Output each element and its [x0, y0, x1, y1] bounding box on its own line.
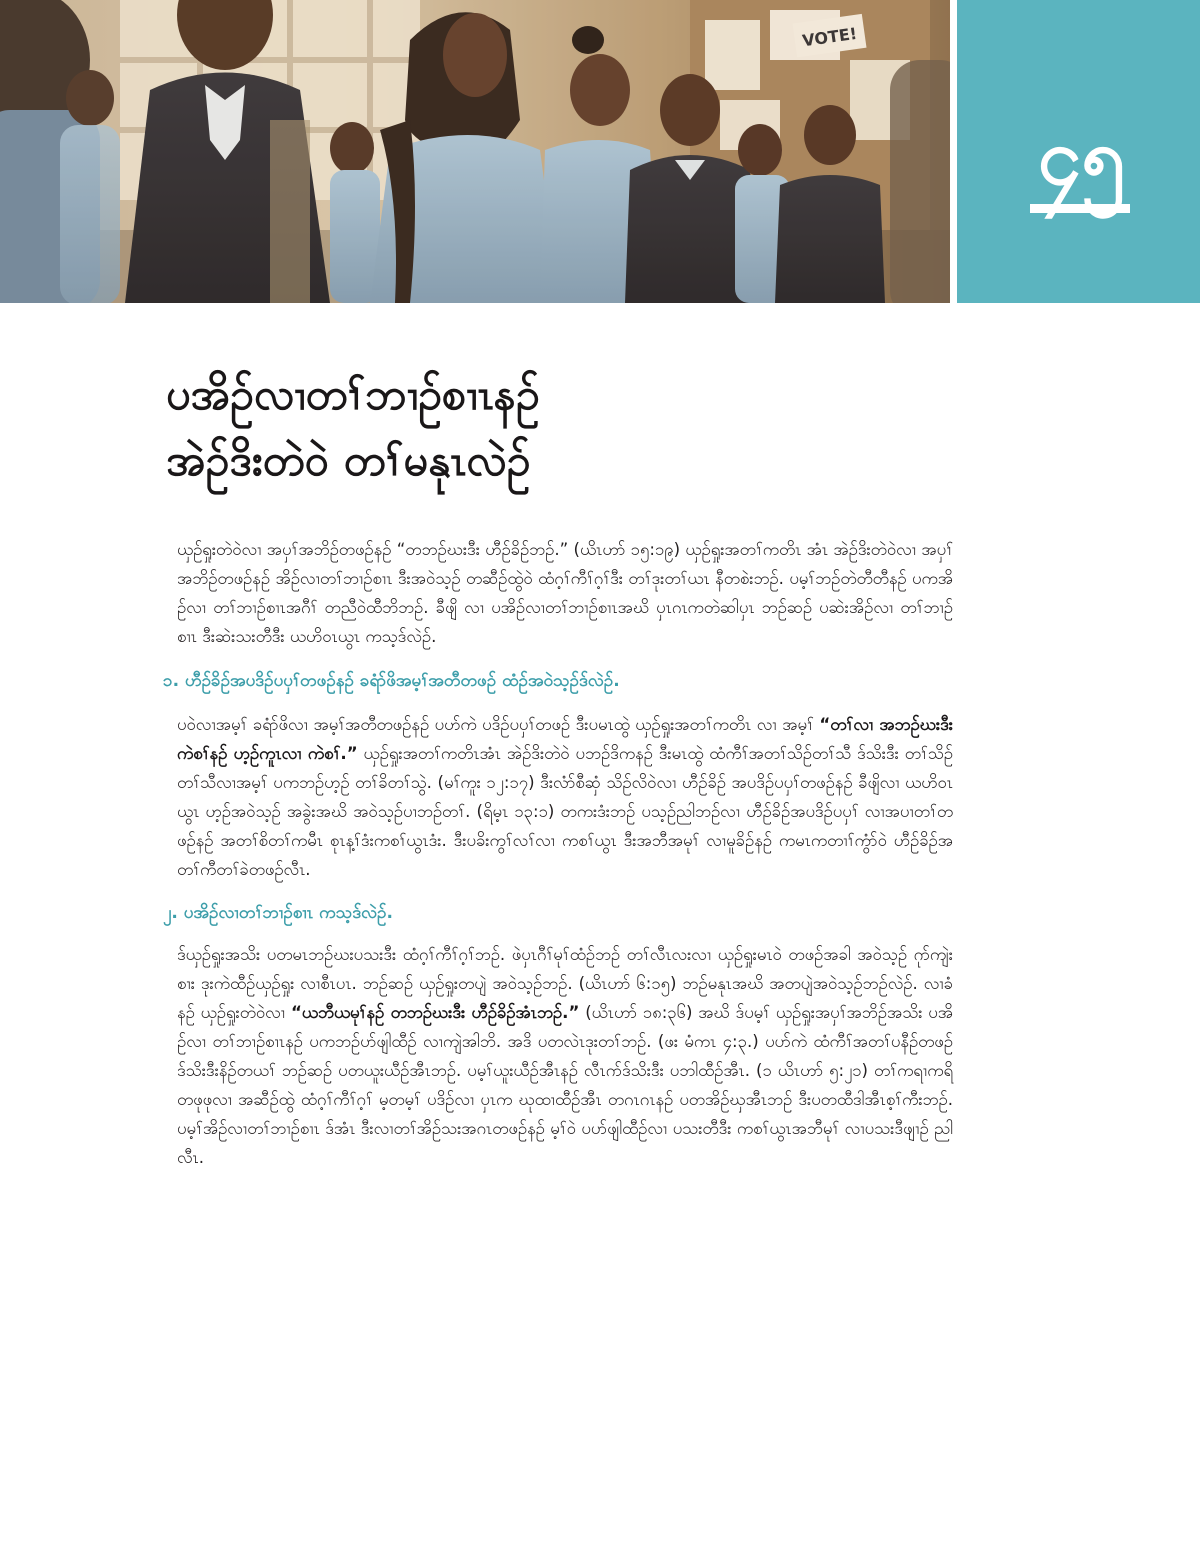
page-title: [166, 362, 966, 494]
lesson-number-underline: [1030, 204, 1130, 213]
section-1-quote: “တၢ်လၢ အဘဉ်ဃးဒီး ကဲစၢ်နဉ် ဟ့ဉ်ကူၤလၢ ကဲစၢ်.”: [177, 715, 954, 763]
lesson-number-panel: [957, 0, 1200, 303]
section-2-text-a: ဒ်ယှဉ်ရှုးအသိး ပတမၤဘဉ်ဃးပသးဒီး ထံဂ့ၢ်ကီၢ်ဂ့ၢ်ဘဉ်. ဖဲပှၤဂီၢ်မုၢ်ထံဉ်ဘဉ် တၢ်လီၤလးလၢ ယှဉ်ရှုးမၤဝဲ တဖဉ်အခါ အဝဲသ့ဉ် ဂုာ်ကျဲးစၢး ဒုးကဲထီဉ်ယှဉ်ရှုး လၢစီၤပၤ. ဘဉ်ဆဉ် ယှဉ်ရှုးတပျဲ အဝဲသ့ဉ်ဘဉ်. (ယိၤဟာ် ၆:၁၅) ဘဉ်မနုၤအဃိ အတပျဲအဝဲသ့ဉ်ဘဉ်လဲဉ်. လၢခံနဉ် ယှဉ်ရှုးတဲဝဲလၢ: [177, 945, 953, 1022]
students-standing-photo: [0, 0, 950, 303]
header-photo: [0, 0, 950, 303]
section-1-text-b: ယှဉ်ရှုးအတၢ်ကတိၤအံၤ အဲဉ်ဒိးတဲဝဲ ပဘဉ်ဒိကနဉ် ဒီးမၤထွဲ ထံကီၢ်အတၢ်သိဉ်တၢ်သီ ဒ်သိးဒီး တၢ်သိဉ်တၢ်သီလၢအမ့ၢ် ပကဘဉ်ဟ့ဉ် တၢ်ခိတၢ်သွဲ. (မၢ်ကူး ၁၂:၁၇) ဒီးလံာ်စီဆှံ သိဉ်လိဝဲလၢ ဟီဉ်ခိဉ် အပဒိဉ်ပပှၢ်တဖဉ်နဉ် ခီဖျိလၢ ယဟိဝၤယွၤ ဟ့ဉ်အဝဲသ့ဉ် အခွဲးအဃိ အဝဲသ့ဉ်ပၢဘဉ်တၢ်. (ရိမ့ၤ ၁၃:၁) တကးဒံးဘဉ် ပသ့ဉ်ညါဘဉ်လၢ ဟီဉ်ခိဉ်အပဒိဉ်ပပှၢ် လၢအပၢတၢ်တဖဉ်နဉ် အတၢ်စိတၢ်ကမီၤ စုၤန့ၢ်ဒံးကစၢ်ယွၤဒံး. ဒီးပခိးကွၢ်လၢ်လၢ ကစၢ်ယွၤ ဒီးအဘီအမုၢ် လၢမူခိဉ်နဉ် ကမၤကတၢၢ်ကွံာ်ဝဲ ဟီဉ်ခိဉ်အတၢ်ကီတၢ်ခဲတဖဉ်လီၤ.: [177, 744, 954, 879]
section-1-text-a: ပဝဲလၢအမ့ၢ် ခရံာ်ဖိလၢ အမ့ၢ်အတီတဖဉ်နဉ် ပဟ်ကဲ ပဒိဉ်ပပှၢ်တဖဉ် ဒီးပမၤထွဲ ယှဉ်ရှုးအတၢ်ကတိၤ လၢ အမ့ၢ်: [177, 715, 820, 734]
section-heading-2: ၂. ပအိဉ်လၢတၢ်ဘၢဉ်စၢၤ ကသ့ဒ်လဲဉ်.: [163, 903, 393, 923]
section-2-paragraph: [177, 940, 953, 1172]
page-title-line-2: အဲဉ်ဒိးတဲဝဲ တၢ်မနုၤလဲဉ်: [166, 436, 531, 486]
section-heading-1: ၁. ဟီဉ်ခိဉ်အပဒိဉ်ပပှၢ်တဖဉ်နဉ် ခရံာ်ဖိအမ့ၢ်အတီတဖဉ် ထံဉ်အဝဲသ့ဉ်ဒ်လဲဉ်.: [163, 671, 620, 691]
lesson-body: [163, 535, 954, 1172]
vote-sign-text: VOTE!: [801, 23, 859, 51]
section-2-quote: “ယဘီယမုၢ်နဉ် တဘဉ်ဃးဒီး ဟီဉ်ခိဉ်အံၤဘဉ်.”: [290, 1003, 580, 1022]
page-title-line-1: ပအိဉ်လၢတၢ်ဘၢဉ်စၢၤနဉ်: [166, 370, 540, 420]
section-2-text-b: (ယိၤဟာ် ၁၈:၃၆) အဃိ ဒ်ပမ့ၢ် ယှဉ်ရှုးအပှၢ်အဘိဉ်အသိး ပအိဉ်လၢ တၢ်ဘၢဉ်စၢၤနဉ် ပကဘဉ်ပာ်ဖျါထီဉ် လၢကျဲအါဘိ. အဒိ ပတလဲၤဒုးတၢ်ဘဉ်. (ဖး မံကၤ ၄:၃.) ပပာ်ကဲ ထံကီၢ်အတၢ်ပနီဉ်တဖဉ် ဒ်သိးဒီးနိဉ်တယၢ် ဘဉ်ဆဉ် ပတယူးယီဉ်အီၤဘဉ်. ပမ့ၢ်ယူးယီဉ်အီၤနဉ် လီၤဂာ်ဒ်သိးဒီး ပဘါထီဉ်အီၤ. (၁ ယိၤဟာ် ၅:၂၁) တၢ်ကရၢကရိတဖုဖုလၢ အဆီဉ်ထွဲ ထံဂ့ၢ်ကီၢ်ဂ့ၢ် မ့တမ့ၢ် ပဒိဉ်လၢ ပှၤက ဃုထၢထီဉ်အီၤ တဂၤဂၤနဉ် ပတအိဉ်ဃှအီၤဘဉ် ဒီးပတထီဒါအီၤစ့ၢ်ကီးဘဉ်. ပမ့ၢ်အိဉ်လၢတၢ်ဘၢဉ်စၢၤ ဒ်အံၤ ဒီးလၢတၢ်အိဉ်သးအဂၤတဖဉ်နဉ် မ့ၢ်ဝဲ ပပာ်ဖျါထီဉ်လၢ ပသးတီဒီး ကစၢ်ယွၤအဘီမုၢ် လၢပသးဒီဖျၢဉ် ညါလီၤ.: [177, 1003, 953, 1167]
intro-paragraph: ယှဉ်ရှုးတဲဝဲလၢ အပှၢ်အဘိဉ်တဖဉ်နဉ် “တဘဉ်ဃးဒီး ဟီဉ်ခိဉ်ဘဉ်.” (ယိၤဟာ် ၁၅:၁၉) ယှဉ်ရှုးအတၢ်ကတိၤ အံၤ အဲဉ်ဒိးတဲဝဲလၢ အပှၢ်အဘိဉ်တဖဉ်နဉ် အိဉ်လၢတၢ်ဘၢဉ်စၢၤ ဒီးအဝဲသ့ဉ် တဆီဉ်ထွဲဝဲ ထံဂ့ၢ်ကီၢ်ဂ့ၢ်ဒီး တၢ်ဒုးတၢ်ယၤ နီတစဲးဘဉ်. ပမ့ၢ်ဘဉ်တဲတီတီနဉ် ပကအိဉ်လၢ တၢ်ဘၢဉ်စၢၤအဂီၢ် တညီဝဲထီဘိဘဉ်. ခီဖျိ လၢ ပအိဉ်လၢတၢ်ဘၢဉ်စၢၤအဃိ ပှၤဂၤကတဲဆါပှၤ ဘဉ်ဆဉ် ပဆဲးအိဉ်လၢ တၢ်ဘၢဉ်စၢၤ ဒီးဆဲးသးတီဒီး ယဟိဝၤယွၤ ကသ့ဒ်လဲဉ်.: [177, 540, 953, 646]
lesson-number: ၄၅: [1037, 112, 1126, 202]
section-1-paragraph: [177, 710, 953, 884]
